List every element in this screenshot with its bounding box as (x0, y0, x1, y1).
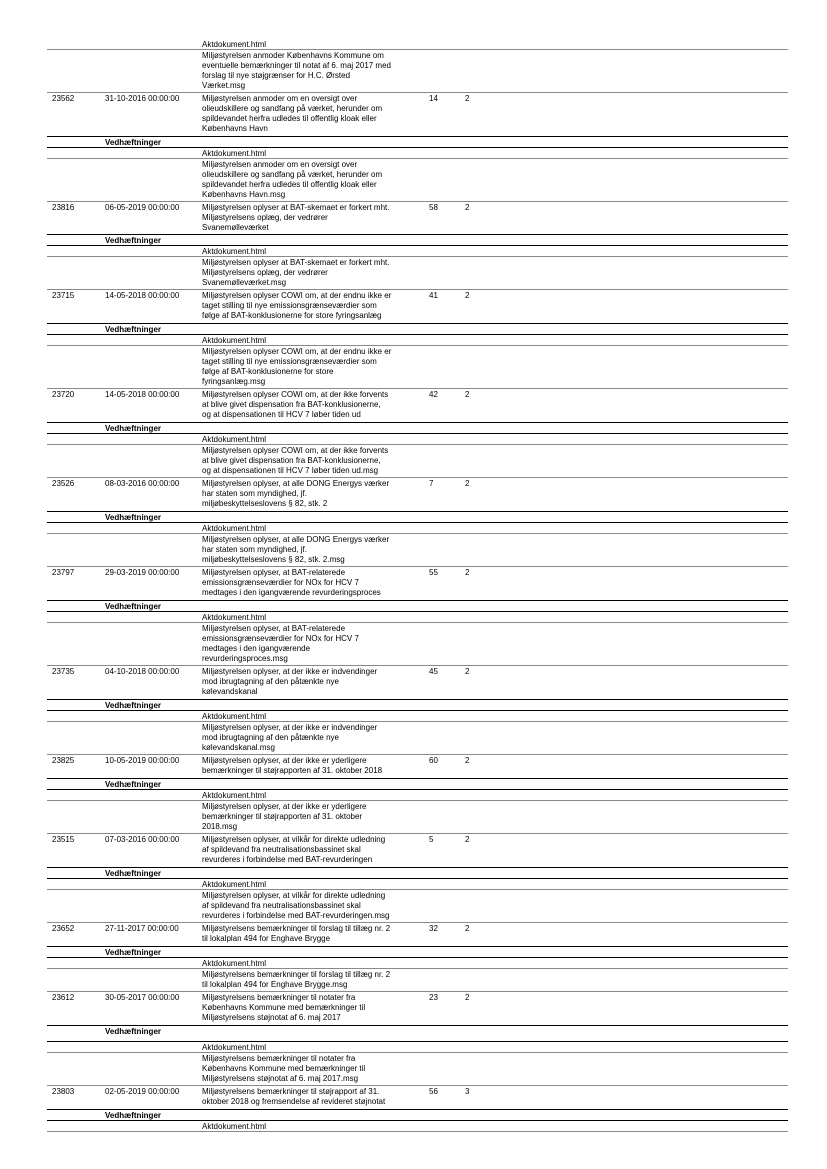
attachment-row (47, 1121, 788, 1132)
record-date: 14-05-2018 00:00:00 (105, 390, 180, 399)
record-number: 56 (429, 1087, 438, 1096)
attachment-name: Aktdokument.html (202, 1122, 267, 1131)
attachment-name: Aktdokument.html (202, 435, 267, 444)
attachment-name: Aktdokument.html (202, 791, 267, 800)
attachment-name: Miljøstyrelsens bemærkninger til forslag til tillæg nr. 2 til lokalplan 494 for Enghave Brygge.msg (202, 970, 391, 989)
attachments-header: Vedhæftninger (105, 602, 162, 611)
attachments-header-row (47, 1110, 788, 1121)
attachment-name: Aktdokument.html (202, 880, 267, 889)
attachment-row (47, 257, 788, 290)
attachment-name: Miljøstyrelsen oplyser, at alle DONG Energys værker har staten som myndighed, jf. miljøbeskyttelseslovens § 82, stk. 2.msg (202, 535, 390, 564)
record-row (47, 93, 788, 137)
attachment-row (47, 969, 788, 992)
attachment-name: Aktdokument.html (202, 1043, 267, 1052)
attachments-header: Vedhæftninger (105, 701, 162, 710)
record-date: 27-11-2017 00:00:00 (105, 924, 179, 933)
attachments-header-row (47, 235, 788, 246)
record-count: 2 (465, 993, 470, 1002)
attachments-header-row (47, 423, 788, 434)
record-id: 23797 (52, 568, 75, 577)
record-count: 2 (465, 667, 470, 676)
record-count: 2 (465, 756, 470, 765)
record-date: 30-05-2017 00:00:00 (105, 993, 180, 1002)
attachment-name: Miljøstyrelsen oplyser, at vilkår for direkte udledning af spildevand fra neutralisationsbassinet skal revurderes i forbindelse med BAT-revurderingen.msg (202, 891, 390, 920)
record-date: 08-03-2016 00:00:00 (105, 479, 180, 488)
record-title: Miljøstyrelsen oplyser, at der ikke er indvendinger mod ibrugtagning af den påtænkte nye kølevandskanal (202, 667, 378, 696)
record-title: Miljøstyrelsen oplyser COWI om, at der endnu ikke er taget stilling til nye emissionsgrænseværdier som følge af BAT-konklusionerne for store fyringsanlæg (202, 291, 392, 320)
attachment-name: Miljøstyrelsen oplyser at BAT-skemaet er forkert mht. Miljøstyrelsens oplæg, der vedrører Svanemølleværket.msg (202, 258, 390, 287)
record-id: 23825 (52, 756, 75, 765)
attachments-header: Vedhæftninger (105, 1111, 162, 1120)
attachment-name: Aktdokument.html (202, 247, 267, 256)
attachment-name: Miljøstyrelsen oplyser COWI om, at der ikke forvents at blive givet dispensation fra BAT-konklusionerne, og at dispensationen til HCV 7 løber tiden ud.msg (202, 446, 389, 475)
record-id: 23816 (52, 203, 75, 212)
record-count: 2 (465, 203, 470, 212)
record-count: 2 (465, 479, 470, 488)
attachment-name: Miljøstyrelsens bemærkninger til notater fra Københavns Kommune med bemærkninger til Miljøstyrelsens støjnotat af 6. maj 2017.msg (202, 1054, 366, 1083)
record-title: Miljøstyrelsens bemærkninger til notater fra Københavns Kommune med bemærkninger til Miljøstyrelsens støjnotat af 6. maj 2017 (202, 993, 366, 1022)
record-row (47, 389, 788, 423)
attachment-row (47, 246, 788, 257)
attachments-header: Vedhæftninger (105, 513, 162, 522)
record-title: Miljøstyrelsen oplyser, at der ikke er yderligere bemærkninger til støjrapporten af 31. oktober 2018 (202, 756, 383, 775)
record-count: 2 (465, 924, 470, 933)
record-row (47, 478, 788, 512)
attachment-row (47, 722, 788, 755)
attachment-name: Aktdokument.html (202, 613, 267, 622)
attachments-header: Vedhæftninger (105, 236, 162, 245)
attachment-name: Aktdokument.html (202, 336, 267, 345)
attachments-header-row (47, 137, 788, 148)
record-row (47, 202, 788, 235)
record-id: 23526 (52, 479, 75, 488)
record-id: 23803 (52, 1087, 75, 1096)
attachment-name: Aktdokument.html (202, 40, 267, 49)
record-date: 29-03-2019 00:00:00 (105, 568, 180, 577)
record-id: 23562 (52, 94, 75, 103)
attachment-row (47, 890, 788, 923)
record-title: Miljøstyrelsen oplyser COWI om, at der ikke forvents at blive givet dispensation fra BAT-konklusionerne, og at dispensationen til HCV 7 løber tiden ud (202, 390, 389, 419)
attachments-header: Vedhæftninger (105, 869, 162, 878)
attachments-header: Vedhæftninger (105, 780, 162, 789)
record-number: 41 (429, 291, 438, 300)
attachment-row (47, 50, 788, 93)
attachments-header-row (47, 868, 788, 879)
record-date: 07-03-2016 00:00:00 (105, 835, 180, 844)
attachment-row (47, 523, 788, 534)
attachment-row (47, 534, 788, 567)
attachments-header-row (47, 601, 788, 612)
record-date: 31-10-2016 00:00:00 (105, 94, 180, 103)
record-title: Miljøstyrelsens bemærkninger til forslag til tillæg nr. 2 til lokalplan 494 for Enghave Brygge (202, 924, 391, 943)
attachment-name: Miljøstyrelsen anmoder Københavns Kommune om eventuelle bemærkninger til notat af 6. maj 2017 med forslag til nye støjgrænser for H.C. Ørsted Værket.msg (202, 51, 391, 90)
record-row (47, 834, 788, 868)
attachments-header: Vedhæftninger (105, 1027, 162, 1036)
record-id: 23735 (52, 667, 75, 676)
attachment-row (47, 711, 788, 722)
attachments-header: Vedhæftninger (105, 325, 162, 334)
record-number: 14 (429, 94, 438, 103)
record-count: 2 (465, 568, 470, 577)
attachments-header-row (47, 324, 788, 335)
attachment-name: Miljøstyrelsen anmoder om en oversigt over olieudskillere og sandfang på værket, herunder om spildevandet herfra udledes til offentlig kloak eller Københavns Havn.msg (202, 160, 383, 199)
record-number: 5 (429, 835, 434, 844)
record-number: 58 (429, 203, 438, 212)
record-number: 60 (429, 756, 438, 765)
record-row (47, 567, 788, 601)
record-number: 23 (429, 993, 438, 1002)
attachment-row (47, 1042, 788, 1053)
attachment-row (47, 346, 788, 389)
attachment-name: Aktdokument.html (202, 712, 267, 721)
record-date: 14-05-2018 00:00:00 (105, 291, 180, 300)
record-number: 7 (429, 479, 434, 488)
record-title: Miljøstyrelsen oplyser, at BAT-relaterede emissionsgrænseværdier for NOx for HCV 7 medtages i den igangværende revurderingsproces (202, 568, 381, 597)
record-number: 55 (429, 568, 438, 577)
record-id: 23652 (52, 924, 75, 933)
attachment-name: Miljøstyrelsen oplyser COWI om, at der endnu ikke er taget stilling til nye emissionsgrænseværdier som følge af BAT-konklusionerne for store fyringsanlæg.msg (202, 347, 392, 386)
record-count: 2 (465, 291, 470, 300)
record-title: Miljøstyrelsen oplyser, at alle DONG Energys værker har staten som myndighed, jf. miljøbeskyttelseslovens § 82, stk. 2 (202, 479, 390, 508)
attachments-header-row (47, 700, 788, 711)
attachment-name: Aktdokument.html (202, 149, 267, 158)
record-date: 02-05-2019 00:00:00 (105, 1087, 180, 1096)
attachment-row (47, 958, 788, 969)
attachments-header: Vedhæftninger (105, 948, 162, 957)
record-count: 2 (465, 390, 470, 399)
attachments-header: Vedhæftninger (105, 138, 162, 147)
attachment-name: Aktdokument.html (202, 959, 267, 968)
document-table (47, 39, 788, 1132)
attachment-row (47, 790, 788, 801)
attachment-name: Miljøstyrelsen oplyser, at der ikke er indvendinger mod ibrugtagning af den påtænkte nye kølevandskanal.msg (202, 723, 378, 752)
record-id: 23720 (52, 390, 75, 399)
attachments-header-row (47, 1026, 788, 1042)
record-number: 42 (429, 390, 438, 399)
attachments-header-row (47, 779, 788, 790)
record-title: Miljøstyrelsen oplyser at BAT-skemaet er forkert mht. Miljøstyrelsens oplæg, der vedrører Svanemølleværket (202, 203, 390, 232)
attachment-row (47, 623, 788, 666)
record-row (47, 923, 788, 947)
attachment-row (47, 335, 788, 346)
record-date: 06-05-2019 00:00:00 (105, 203, 180, 212)
record-date: 10-05-2019 00:00:00 (105, 756, 180, 765)
record-count: 2 (465, 94, 470, 103)
attachment-row (47, 801, 788, 834)
attachments-header-row (47, 512, 788, 523)
record-count: 3 (465, 1087, 470, 1096)
record-count: 2 (465, 835, 470, 844)
record-row (47, 992, 788, 1026)
attachment-name: Miljøstyrelsen oplyser, at der ikke er yderligere bemærkninger til støjrapporten af 31. oktober 2018.msg (202, 802, 367, 831)
attachment-row (47, 879, 788, 890)
attachment-row (47, 434, 788, 445)
record-number: 45 (429, 667, 438, 676)
record-date: 04-10-2018 00:00:00 (105, 667, 180, 676)
attachment-row (47, 612, 788, 623)
record-title: Miljøstyrelsen oplyser, at vilkår for direkte udledning af spildevand fra neutralisationsbassinet skal revurderes i forbindelse med BAT-revurderingen (202, 835, 386, 864)
record-title: Miljøstyrelsen anmoder om en oversigt over olieudskillere og sandfang på værket, herunder om spildevandet herfra udledes til offentlig kloak eller Københavns Havn (202, 94, 383, 133)
record-row (47, 666, 788, 700)
record-number: 32 (429, 924, 438, 933)
record-id: 23715 (52, 291, 75, 300)
attachments-header-row (47, 947, 788, 958)
attachment-name: Aktdokument.html (202, 524, 267, 533)
attachments-header: Vedhæftninger (105, 424, 162, 433)
attachment-row (47, 159, 788, 202)
attachment-row (47, 445, 788, 478)
attachment-name: Miljøstyrelsen oplyser, at BAT-relaterede emissionsgrænseværdier for NOx for HCV 7 medtages i den igangværende revurderingsproces.msg (202, 624, 359, 663)
record-id: 23515 (52, 835, 75, 844)
attachment-row (47, 39, 788, 50)
record-id: 23612 (52, 993, 75, 1002)
record-row (47, 1086, 788, 1110)
record-row (47, 755, 788, 779)
record-row (47, 290, 788, 324)
attachment-row (47, 148, 788, 159)
record-title: Miljøstyrelsens bemærkninger til støjrapport af 31. oktober 2018 og fremsendelse af revideret støjnotat (202, 1087, 386, 1106)
attachment-row (47, 1053, 788, 1086)
